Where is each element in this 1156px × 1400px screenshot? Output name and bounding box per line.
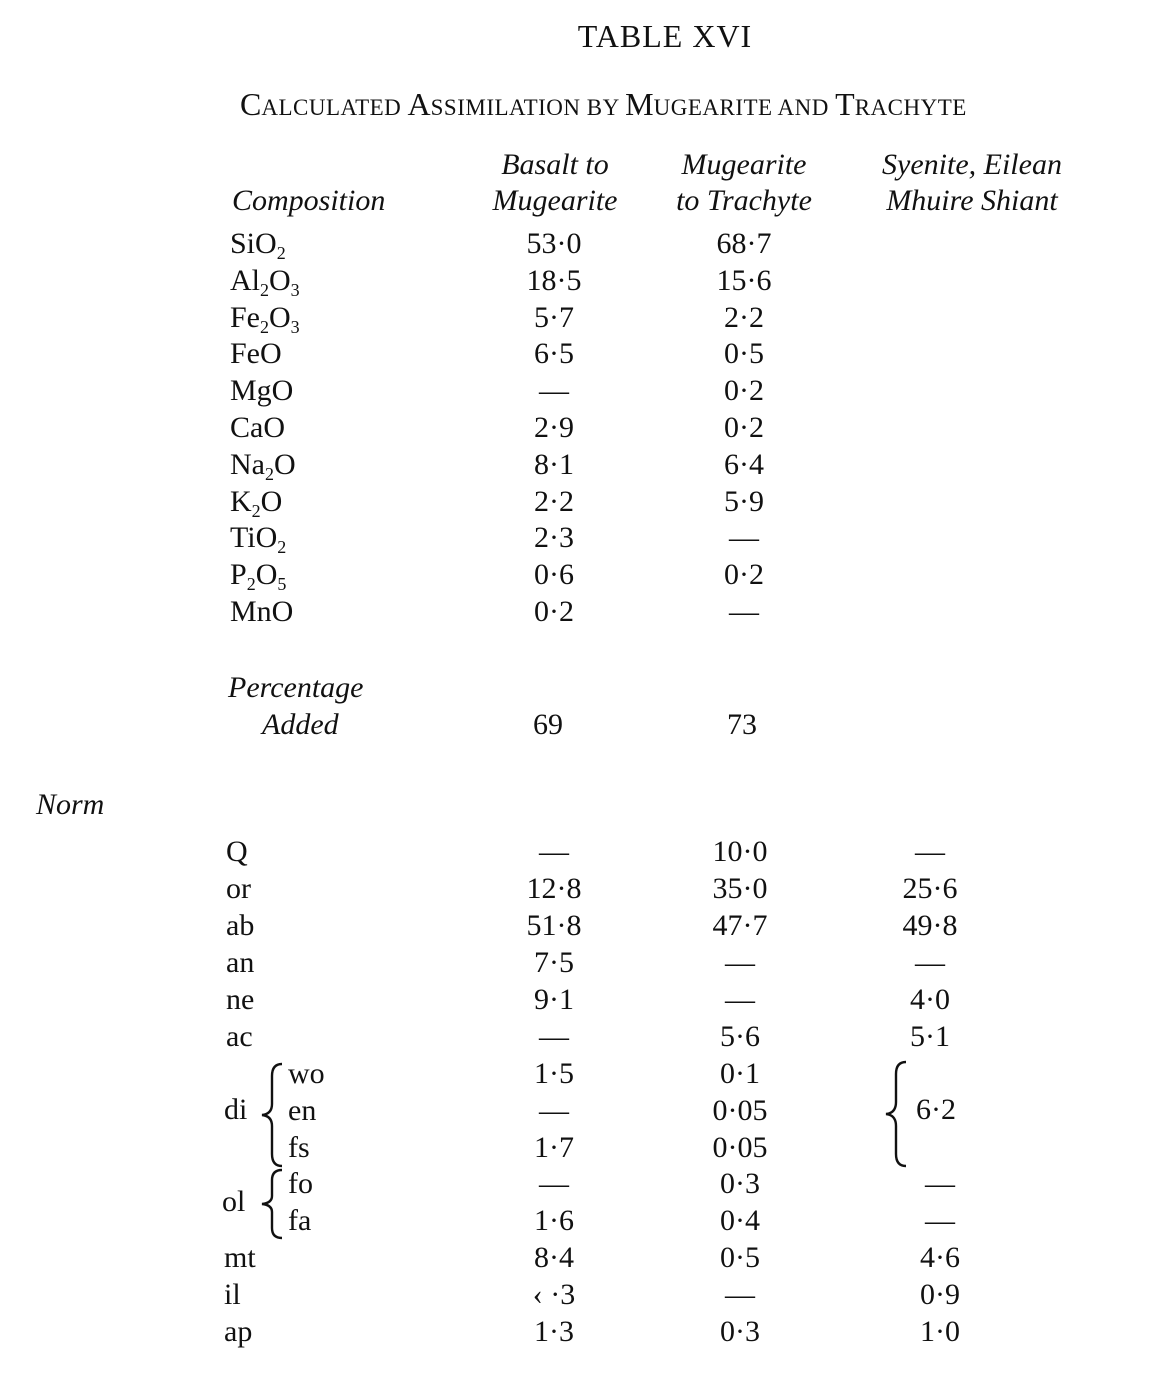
ol-sub-label: fa bbox=[288, 1204, 312, 1237]
di-value-col2: 0·05 bbox=[712, 1131, 768, 1164]
norm-mineral-label: or bbox=[226, 872, 251, 905]
subtitle-rest: UGEARITE AND bbox=[653, 95, 836, 120]
norm-mineral-label: ne bbox=[226, 983, 255, 1016]
ol-value-col1: — bbox=[539, 1167, 569, 1200]
norm-value-col1: 7·5 bbox=[534, 946, 574, 979]
header-line: Basalt to bbox=[501, 148, 609, 181]
norm-value-col2: 5·6 bbox=[720, 1020, 760, 1053]
oxide-formula-subscript: 2 bbox=[260, 317, 269, 337]
norm-value-col2: 0·5 bbox=[720, 1241, 760, 1274]
subtitle-rest: SSIMILATION BY bbox=[430, 95, 626, 120]
percentage-value-col2: 73 bbox=[727, 708, 757, 741]
oxide-value-col1: 2·3 bbox=[534, 521, 574, 554]
ol-value-col3: — bbox=[925, 1167, 955, 1200]
norm-value-col2: — bbox=[725, 1278, 755, 1311]
norm-value-col3: 5·1 bbox=[910, 1020, 950, 1053]
oxide-value-col1: 18·5 bbox=[526, 264, 582, 297]
norm-value-col1: 9·1 bbox=[534, 983, 574, 1016]
subtitle-initial: A bbox=[407, 86, 431, 122]
oxide-value-col1: 2·9 bbox=[534, 411, 574, 444]
oxide-formula-base: K bbox=[230, 485, 252, 518]
oxide-label bbox=[230, 520, 286, 556]
ol-value-col1: 1·6 bbox=[534, 1204, 574, 1237]
oxide-label bbox=[230, 447, 296, 483]
percentage-label-line2: Added bbox=[262, 708, 339, 741]
oxide-label bbox=[230, 226, 286, 262]
norm-value-col1: 12·8 bbox=[526, 872, 582, 905]
header-composition bbox=[232, 183, 385, 219]
oxide-value-col1: 0·6 bbox=[534, 558, 574, 591]
norm-mineral-label: Q bbox=[226, 835, 248, 868]
ol-value-col3: — bbox=[925, 1204, 955, 1237]
di-sub-label: fs bbox=[288, 1131, 310, 1164]
oxide-formula-subscript: 2 bbox=[264, 464, 274, 484]
oxide-formula-subscript: 2 bbox=[251, 501, 261, 521]
norm-value-col3: — bbox=[915, 946, 945, 979]
norm-value-col2: 47·7 bbox=[712, 909, 768, 942]
oxide-value-col1: — bbox=[539, 374, 569, 407]
percentage-value-col1: 69 bbox=[533, 708, 563, 741]
oxide-value-col2: 6·4 bbox=[724, 448, 764, 481]
oxide-formula-tail: O bbox=[269, 301, 291, 334]
header-basalt-to-mugearite bbox=[470, 147, 640, 219]
norm-value-col3: 4·0 bbox=[910, 983, 950, 1016]
norm-value-col1: — bbox=[539, 1020, 569, 1053]
di-value-col1: 1·5 bbox=[534, 1057, 574, 1090]
norm-mineral-label: ab bbox=[226, 909, 255, 942]
norm-mineral-label: mt bbox=[224, 1241, 256, 1274]
oxide-formula-base: CaO bbox=[230, 411, 285, 444]
oxide-value-col1: 6·5 bbox=[534, 337, 574, 370]
oxide-formula-base: SiO bbox=[230, 227, 277, 260]
oxide-value-col2: 0·2 bbox=[724, 411, 764, 444]
norm-value-col1: 8·4 bbox=[534, 1241, 574, 1274]
norm-value-col1: 1·3 bbox=[534, 1315, 574, 1348]
norm-value-col2: 0·3 bbox=[720, 1315, 760, 1348]
header-line: Syenite, Eilean bbox=[882, 148, 1062, 181]
subtitle-initial: C bbox=[240, 86, 262, 122]
ol-value-col2: 0·3 bbox=[720, 1167, 760, 1200]
oxide-value-col1: 2·2 bbox=[534, 485, 574, 518]
oxide-value-col2: 5·9 bbox=[724, 485, 764, 518]
di-sub-label: en bbox=[288, 1094, 317, 1127]
norm-value-col3: 4·6 bbox=[920, 1241, 960, 1274]
norm-value-col3: — bbox=[915, 835, 945, 868]
oxide-formula-subscript: 3 bbox=[290, 280, 300, 300]
header-line: Mhuire Shiant bbox=[886, 184, 1058, 217]
oxide-label bbox=[230, 557, 286, 593]
oxide-formula-base: MgO bbox=[230, 374, 294, 407]
header-mugearite-to-trachyte bbox=[656, 147, 832, 219]
oxide-value-col2: — bbox=[729, 521, 759, 554]
oxide-formula-base: P bbox=[230, 558, 247, 591]
subtitle-initial: M bbox=[625, 86, 654, 122]
oxide-formula-subscript: 2 bbox=[260, 280, 269, 300]
subtitle-rest: ALCULATED bbox=[261, 95, 408, 120]
oxide-formula-subscript: 5 bbox=[277, 574, 287, 594]
norm-value-col3: 49·8 bbox=[902, 909, 958, 942]
di-value-col1: 1·7 bbox=[534, 1131, 574, 1164]
oxide-value-col2: 0·5 bbox=[724, 337, 764, 370]
oxide-formula-tail: O bbox=[269, 264, 291, 297]
subtitle-rest: RACHYTE bbox=[854, 95, 967, 120]
norm-value-col2: — bbox=[725, 983, 755, 1016]
oxide-value-col1: 0·2 bbox=[534, 595, 574, 628]
header-line: Mugearite bbox=[681, 148, 807, 181]
di-sub-label: wo bbox=[288, 1057, 325, 1090]
oxide-value-col1: 8·1 bbox=[534, 448, 574, 481]
norm-value-col3: 25·6 bbox=[902, 872, 958, 905]
di-value-col3: 6·2 bbox=[916, 1093, 956, 1126]
ol-value-col2: 0·4 bbox=[720, 1204, 760, 1237]
ol-sub-label: fo bbox=[288, 1167, 313, 1200]
norm-value-col3: 0·9 bbox=[920, 1278, 960, 1311]
oxide-formula-tail: O bbox=[273, 448, 296, 481]
oxide-formula-base: Na bbox=[230, 448, 265, 481]
norm-value-col2: 35·0 bbox=[712, 872, 768, 905]
oxide-formula-tail: O bbox=[260, 485, 283, 518]
header-line: to Trachyte bbox=[676, 184, 812, 217]
oxide-label bbox=[230, 263, 300, 299]
norm-mineral-label: ap bbox=[224, 1315, 253, 1348]
oxide-label bbox=[230, 300, 300, 336]
oxide-value-col2: 68·7 bbox=[716, 227, 772, 260]
header-syenite-eilean-mhuire-shiant bbox=[860, 147, 1084, 219]
oxide-label bbox=[230, 410, 285, 446]
oxide-label bbox=[230, 373, 293, 409]
table-subtitle bbox=[240, 86, 1100, 123]
oxide-label bbox=[230, 594, 293, 630]
oxide-value-col1: 53·0 bbox=[526, 227, 582, 260]
ol-label: ol bbox=[222, 1185, 246, 1218]
oxide-value-col2: — bbox=[729, 595, 759, 628]
oxide-formula-base: TiO bbox=[230, 521, 278, 554]
norm-mineral-label: il bbox=[224, 1278, 241, 1311]
norm-value-col3: 1·0 bbox=[920, 1315, 960, 1348]
oxide-formula-base: FeO bbox=[230, 337, 282, 370]
oxide-formula-subscript: 3 bbox=[290, 317, 300, 337]
oxide-formula-base: MnO bbox=[230, 595, 294, 628]
oxide-value-col1: 5·7 bbox=[534, 301, 574, 334]
norm-value-col2: 10·0 bbox=[712, 835, 768, 868]
table-title: TABLE XVI bbox=[577, 18, 753, 54]
di-value-col2: 0·05 bbox=[712, 1094, 768, 1127]
ol-left-brace bbox=[256, 1166, 286, 1242]
oxide-label bbox=[230, 484, 282, 520]
oxide-value-col2: 0·2 bbox=[724, 374, 764, 407]
di-value-col2: 0·1 bbox=[720, 1057, 760, 1090]
subtitle-initial: T bbox=[835, 86, 855, 122]
header-composition-text: Composition bbox=[232, 184, 386, 217]
oxide-formula-base: Al bbox=[230, 264, 260, 297]
oxide-formula-subscript: 2 bbox=[277, 537, 287, 557]
oxide-value-col2: 2·2 bbox=[724, 301, 764, 334]
oxide-formula-base: Fe bbox=[230, 301, 260, 334]
oxide-label bbox=[230, 336, 282, 372]
percentage-label-line1: Percentage bbox=[228, 671, 364, 704]
oxide-value-col2: 15·6 bbox=[716, 264, 772, 297]
header-line: Mugearite bbox=[492, 184, 618, 217]
oxide-formula-subscript: 2 bbox=[276, 243, 286, 263]
norm-value-col1: 51·8 bbox=[526, 909, 582, 942]
norm-mineral-label: ac bbox=[226, 1020, 253, 1053]
norm-value-col2: — bbox=[725, 946, 755, 979]
oxide-formula-subscript: 2 bbox=[246, 574, 256, 594]
norm-label: Norm bbox=[36, 788, 105, 821]
norm-value-col1: ‹ ·3 bbox=[532, 1278, 576, 1311]
oxide-formula-tail: O bbox=[255, 558, 278, 591]
oxide-value-col2: 0·2 bbox=[724, 558, 764, 591]
norm-value-col1: — bbox=[539, 835, 569, 868]
norm-mineral-label: an bbox=[226, 946, 255, 979]
di-value-col1: — bbox=[539, 1094, 569, 1127]
di-label: di bbox=[224, 1093, 248, 1126]
di-left-brace bbox=[256, 1060, 286, 1170]
